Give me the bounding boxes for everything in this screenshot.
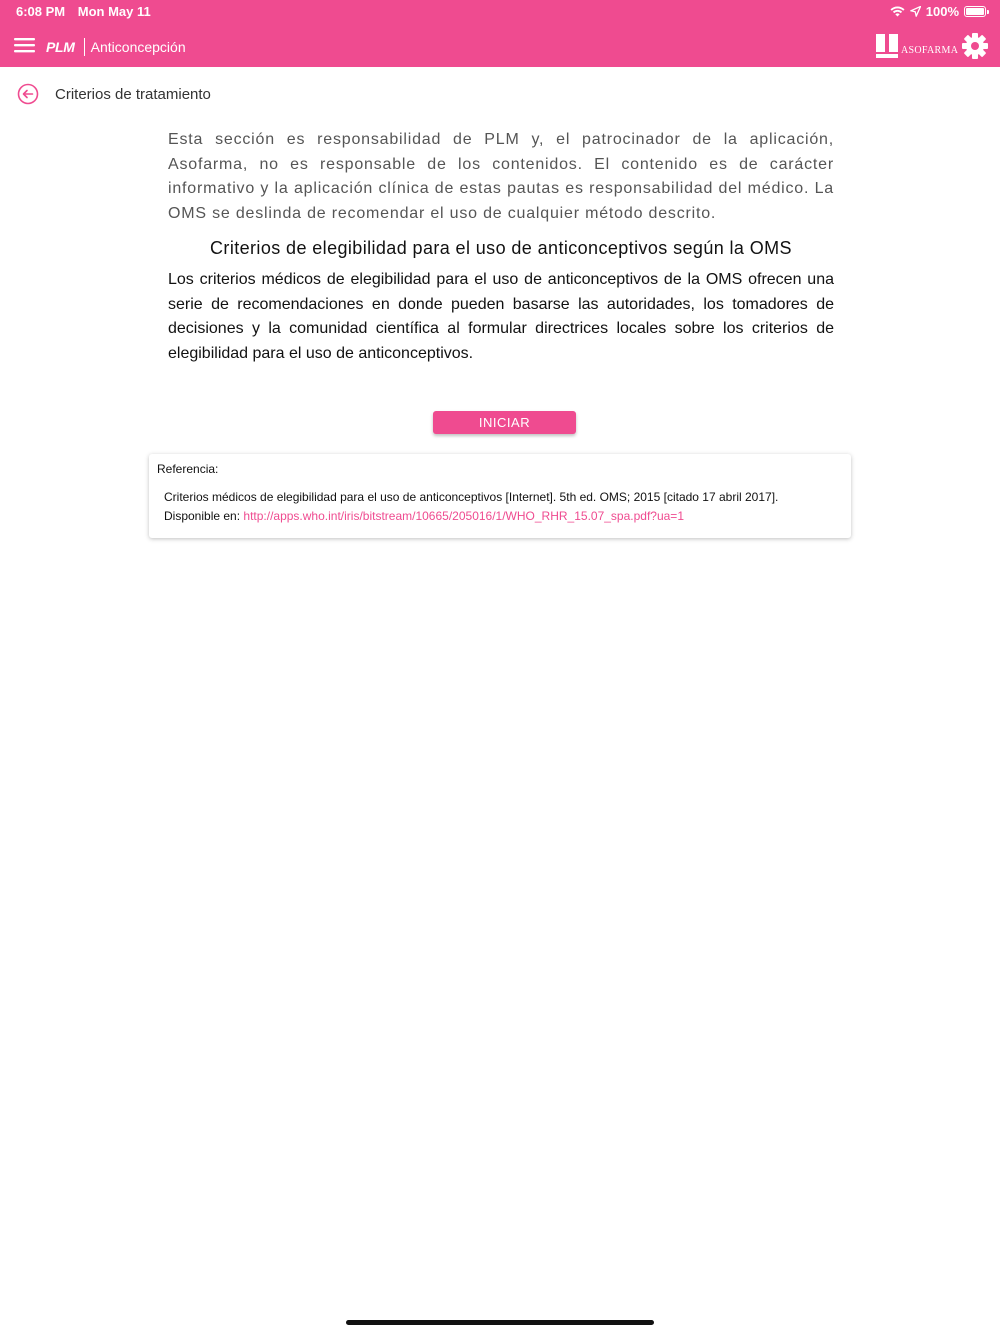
reference-label: Referencia: bbox=[157, 462, 219, 476]
gear-icon[interactable] bbox=[962, 33, 988, 59]
main-content bbox=[168, 128, 834, 366]
reference-card bbox=[149, 454, 851, 538]
status-date-text: Mon May 11 bbox=[77, 4, 151, 19]
status-time-text: 6:08 PM bbox=[16, 4, 66, 19]
asofarma-text: ASOFARMA bbox=[901, 45, 959, 56]
status-time bbox=[16, 4, 151, 19]
asofarma-mark-icon bbox=[876, 34, 898, 58]
asofarma-logo bbox=[876, 34, 958, 58]
reference-link[interactable]: http://apps.who.int/iris/bitstream/10665/205016/1/WHO_RHR_15.07_spa.pdf?ua=1 bbox=[243, 509, 684, 523]
reference-available-prefix: Disponible en: bbox=[164, 509, 244, 523]
reference-citation-text: Criterios médicos de elegibilidad para el uso de anticonceptivos [Internet]. 5th ed. OMS; 2015 [citado 17 abril 2017]. bbox=[164, 490, 779, 504]
home-indicator[interactable] bbox=[346, 1320, 654, 1325]
disclaimer-text: Esta sección es responsabilidad de PLM y, el patrocinador de la aplicación, Asofarma, no es responsable de los contenidos. El contenido es de carácter informativo y la aplicación clínica de estas pautas es responsabilidad del médico. La OMS se deslinda de recomendar el uso de cualquier método descrito. bbox=[168, 131, 834, 222]
section-heading: Criterios de elegibilidad para el uso de anticonceptivos según la OMS bbox=[210, 238, 792, 258]
app-brand bbox=[46, 37, 186, 57]
section-body-text: Los criterios médicos de elegibilidad para el uso de anticonceptivos de la OMS ofrecen una serie de recomendaciones en donde pueden basarse las autoridades, los tomadores de decisiones y la comunidad científica al formular directrices locales sobre los criterios de elegibilidad para el uso de anticonceptivos. bbox=[168, 271, 834, 362]
hamburger-menu-icon[interactable] bbox=[14, 36, 36, 54]
battery-icon bbox=[964, 6, 986, 17]
reference-citation bbox=[164, 488, 834, 526]
brand-divider bbox=[84, 38, 85, 56]
wifi-icon bbox=[890, 6, 905, 17]
start-button[interactable]: INICIAR bbox=[433, 411, 576, 434]
page-title: Criterios de tratamiento bbox=[55, 86, 211, 103]
plm-logo: PLM bbox=[46, 39, 75, 55]
status-indicators bbox=[890, 4, 986, 19]
battery-percent: 100% bbox=[925, 4, 959, 19]
back-arrow-circle-icon[interactable] bbox=[17, 83, 39, 105]
app-header bbox=[0, 0, 1000, 67]
location-icon bbox=[910, 6, 921, 17]
page-nav bbox=[0, 80, 1000, 110]
app-title: Anticoncepción bbox=[90, 39, 186, 55]
